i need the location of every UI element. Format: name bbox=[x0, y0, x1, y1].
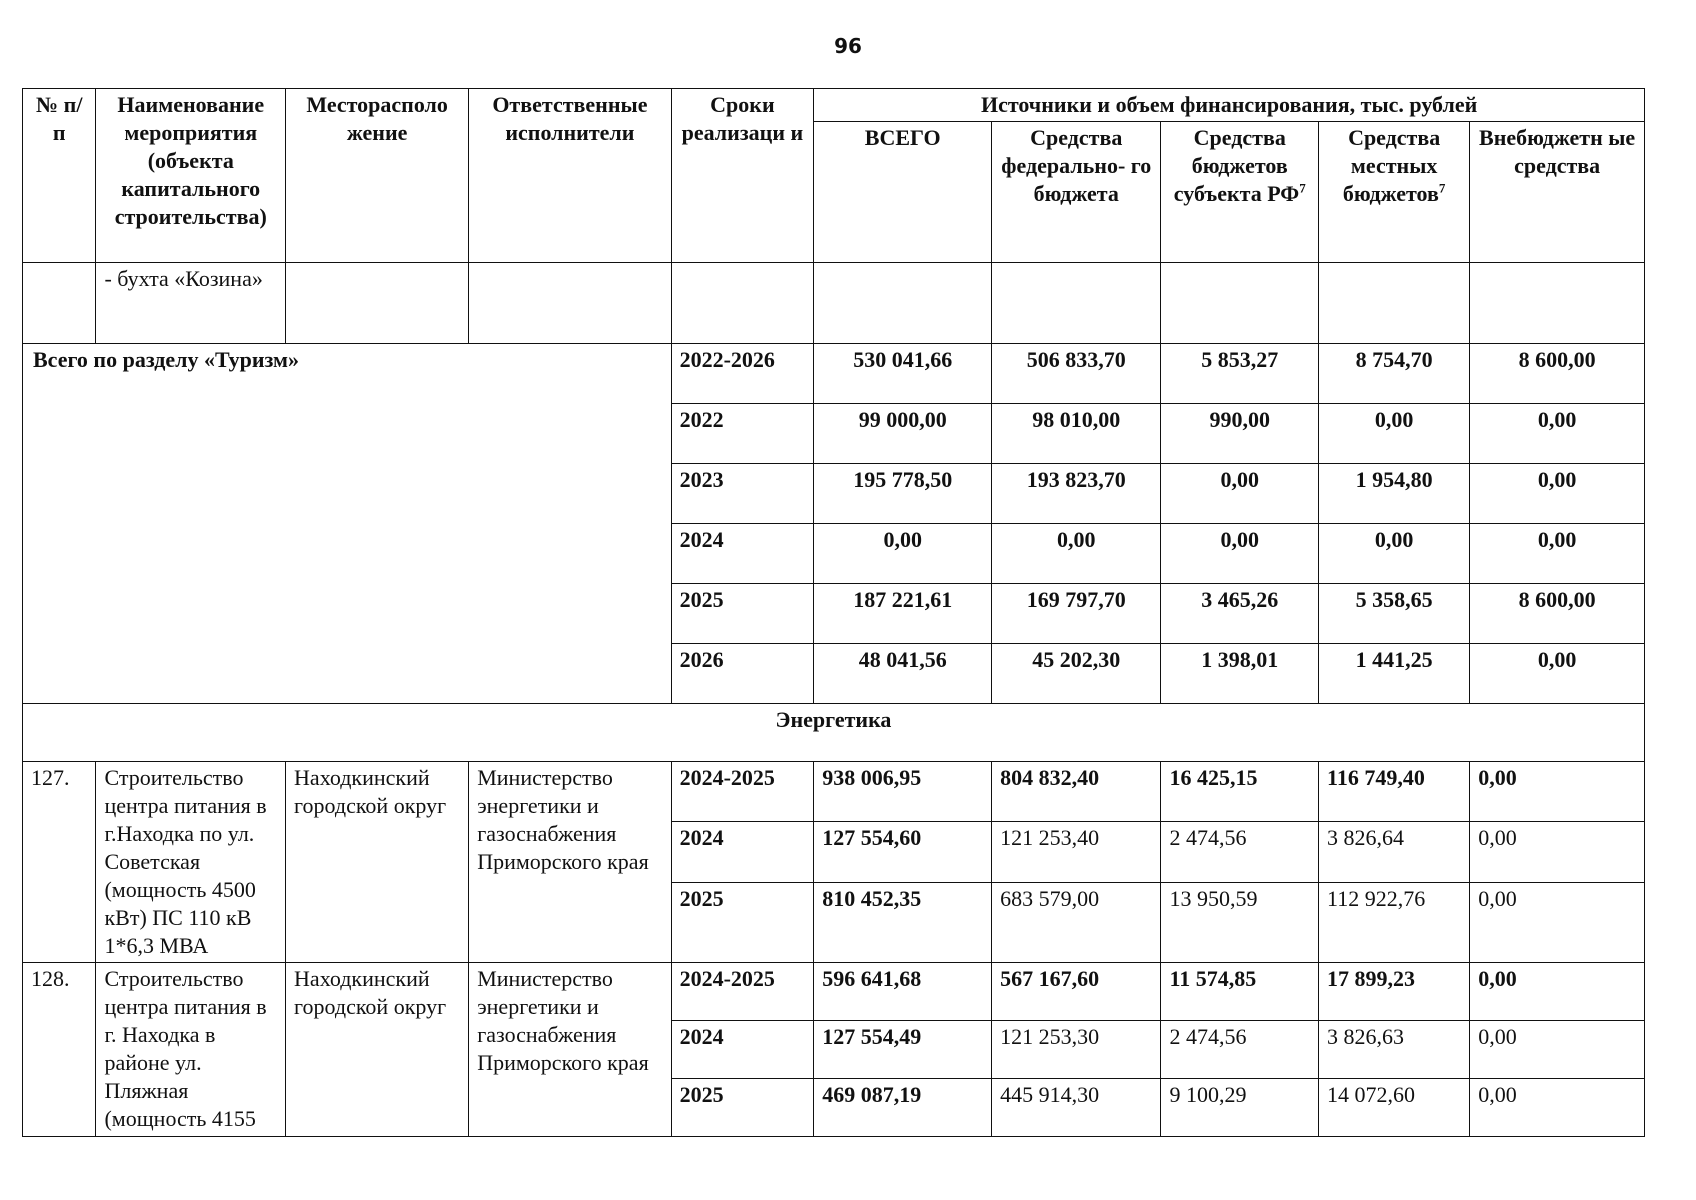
table-row bbox=[23, 963, 1645, 1021]
cell-subject: 13 950,59 bbox=[1161, 882, 1319, 962]
cell-total: 48 041,56 bbox=[814, 644, 992, 704]
cell-extra: 0,00 bbox=[1470, 404, 1645, 464]
cell-num: 128. bbox=[23, 963, 96, 1137]
cell-extra: 8 600,00 bbox=[1470, 584, 1645, 644]
cell-subject: 11 574,85 bbox=[1161, 963, 1319, 1021]
cell-location: Находкинский городской округ bbox=[286, 963, 469, 1137]
cell-local: 14 072,60 bbox=[1319, 1079, 1470, 1137]
header-subject-label: Средства бюджетов субъекта РФ bbox=[1173, 125, 1300, 206]
cell-federal: 445 914,30 bbox=[992, 1079, 1161, 1137]
cell-num: 127. bbox=[23, 762, 96, 963]
header-total: ВСЕГО bbox=[814, 122, 992, 263]
cell-subject: 9 100,29 bbox=[1161, 1079, 1319, 1137]
cell-total: 469 087,19 bbox=[814, 1079, 992, 1137]
cell-subject: 0,00 bbox=[1161, 524, 1319, 584]
cell-extra: 0,00 bbox=[1470, 963, 1645, 1021]
cell-local bbox=[1319, 263, 1470, 344]
header-location: Месторасполо жение bbox=[286, 89, 469, 263]
cell-period: 2025 bbox=[671, 584, 814, 644]
cell-extra: 0,00 bbox=[1470, 882, 1645, 962]
table-row bbox=[23, 263, 1645, 344]
cell-extra: 0,00 bbox=[1470, 1021, 1645, 1079]
cell-period: 2024 bbox=[671, 1021, 814, 1079]
cell-local: 1 954,80 bbox=[1319, 464, 1470, 524]
cell-total: 127 554,49 bbox=[814, 1021, 992, 1079]
cell-total: 187 221,61 bbox=[814, 584, 992, 644]
cell-subject: 2 474,56 bbox=[1161, 822, 1319, 882]
cell-extra: 0,00 bbox=[1470, 464, 1645, 524]
cell-total: 810 452,35 bbox=[814, 882, 992, 962]
cell-local: 116 749,40 bbox=[1319, 762, 1470, 822]
cell-local: 112 922,76 bbox=[1319, 882, 1470, 962]
header-subject bbox=[1161, 122, 1319, 263]
cell-total: 596 641,68 bbox=[814, 963, 992, 1021]
cell-total: 938 006,95 bbox=[814, 762, 992, 822]
cell-period: 2022 bbox=[671, 404, 814, 464]
cell-period: 2022-2026 bbox=[671, 344, 814, 404]
cell-name: Строительство центра питания в г. Находка в районе ул. Пляжная (мощность 4155 bbox=[96, 963, 286, 1137]
cell-extra: 0,00 bbox=[1470, 524, 1645, 584]
cell-subject: 2 474,56 bbox=[1161, 1021, 1319, 1079]
cell-period: 2024-2025 bbox=[671, 963, 814, 1021]
table-row bbox=[23, 762, 1645, 822]
cell-period: 2026 bbox=[671, 644, 814, 704]
cell-federal bbox=[992, 263, 1161, 344]
cell-local: 17 899,23 bbox=[1319, 963, 1470, 1021]
header-extrabudget: Внебюджетн ые средства bbox=[1470, 122, 1645, 263]
cell-extra: 0,00 bbox=[1470, 644, 1645, 704]
cell-subject: 1 398,01 bbox=[1161, 644, 1319, 704]
cell-subject: 990,00 bbox=[1161, 404, 1319, 464]
cell-total bbox=[814, 263, 992, 344]
cell-local: 8 754,70 bbox=[1319, 344, 1470, 404]
cell-federal: 804 832,40 bbox=[992, 762, 1161, 822]
header-sources-group: Источники и объем финансирования, тыс. рублей bbox=[814, 89, 1645, 122]
cell-federal: 506 833,70 bbox=[992, 344, 1161, 404]
cell-total: 530 041,66 bbox=[814, 344, 992, 404]
cell-federal: 567 167,60 bbox=[992, 963, 1161, 1021]
financing-table bbox=[22, 88, 1645, 1137]
cell-local: 5 358,65 bbox=[1319, 584, 1470, 644]
cell-subject bbox=[1161, 263, 1319, 344]
cell-period: 2023 bbox=[671, 464, 814, 524]
cell-total: 0,00 bbox=[814, 524, 992, 584]
cell-extra: 0,00 bbox=[1470, 822, 1645, 882]
section-title: Энергетика bbox=[23, 704, 1645, 762]
footnote-mark: 7 bbox=[1299, 180, 1306, 196]
cell-location bbox=[286, 263, 469, 344]
cell-name: Строительство центра питания в г.Находка по ул. Советская (мощность 4500 кВт) ПС 110 кВ 1*6,3 МВА bbox=[96, 762, 286, 963]
cell-total: 127 554,60 bbox=[814, 822, 992, 882]
cell-federal: 121 253,30 bbox=[992, 1021, 1161, 1079]
table-header-row bbox=[23, 89, 1645, 122]
header-responsible: Ответственные исполнители bbox=[469, 89, 671, 263]
cell-period bbox=[671, 263, 814, 344]
cell-num bbox=[23, 263, 96, 344]
cell-location: Находкинский городской округ bbox=[286, 762, 469, 963]
footnote-mark: 7 bbox=[1438, 180, 1446, 196]
cell-extra: 0,00 bbox=[1470, 1079, 1645, 1137]
cell-period: 2025 bbox=[671, 882, 814, 962]
cell-subject: 3 465,26 bbox=[1161, 584, 1319, 644]
cell-extra bbox=[1470, 263, 1645, 344]
header-name: Наименование мероприятия (объекта капитального строительства) bbox=[96, 89, 286, 263]
cell-subject: 5 853,27 bbox=[1161, 344, 1319, 404]
cell-local: 3 826,63 bbox=[1319, 1021, 1470, 1079]
cell-federal: 98 010,00 bbox=[992, 404, 1161, 464]
cell-name: - бухта «Козина» bbox=[96, 263, 286, 344]
cell-period: 2025 bbox=[671, 1079, 814, 1137]
cell-total: 195 778,50 bbox=[814, 464, 992, 524]
section-row bbox=[23, 704, 1645, 762]
cell-period: 2024 bbox=[671, 822, 814, 882]
cell-local: 1 441,25 bbox=[1319, 644, 1470, 704]
cell-federal: 683 579,00 bbox=[992, 882, 1161, 962]
cell-total: 99 000,00 bbox=[814, 404, 992, 464]
cell-extra: 8 600,00 bbox=[1470, 344, 1645, 404]
tourism-total-label: Всего по разделу «Туризм» bbox=[23, 344, 672, 704]
cell-responsible: Министерство энергетики и газоснабжения Приморского края bbox=[469, 963, 671, 1137]
cell-subject: 16 425,15 bbox=[1161, 762, 1319, 822]
cell-local: 3 826,64 bbox=[1319, 822, 1470, 882]
cell-period: 2024-2025 bbox=[671, 762, 814, 822]
cell-subject: 0,00 bbox=[1161, 464, 1319, 524]
cell-local: 0,00 bbox=[1319, 524, 1470, 584]
header-federal: Средства федерально- го бюджета bbox=[992, 122, 1161, 263]
cell-federal: 45 202,30 bbox=[992, 644, 1161, 704]
header-terms: Сроки реализаци и bbox=[671, 89, 814, 263]
page-number: 96 bbox=[834, 34, 862, 58]
cell-responsible bbox=[469, 263, 671, 344]
cell-federal: 169 797,70 bbox=[992, 584, 1161, 644]
table-row bbox=[23, 344, 1645, 404]
cell-local: 0,00 bbox=[1319, 404, 1470, 464]
header-local bbox=[1319, 122, 1470, 263]
cell-federal: 0,00 bbox=[992, 524, 1161, 584]
cell-federal: 193 823,70 bbox=[992, 464, 1161, 524]
cell-federal: 121 253,40 bbox=[992, 822, 1161, 882]
header-num: № п/п bbox=[23, 89, 96, 263]
cell-extra: 0,00 bbox=[1470, 762, 1645, 822]
cell-responsible: Министерство энергетики и газоснабжения Приморского края bbox=[469, 762, 671, 963]
header-local-label: Средства местных бюджетов bbox=[1342, 125, 1441, 206]
cell-period: 2024 bbox=[671, 524, 814, 584]
